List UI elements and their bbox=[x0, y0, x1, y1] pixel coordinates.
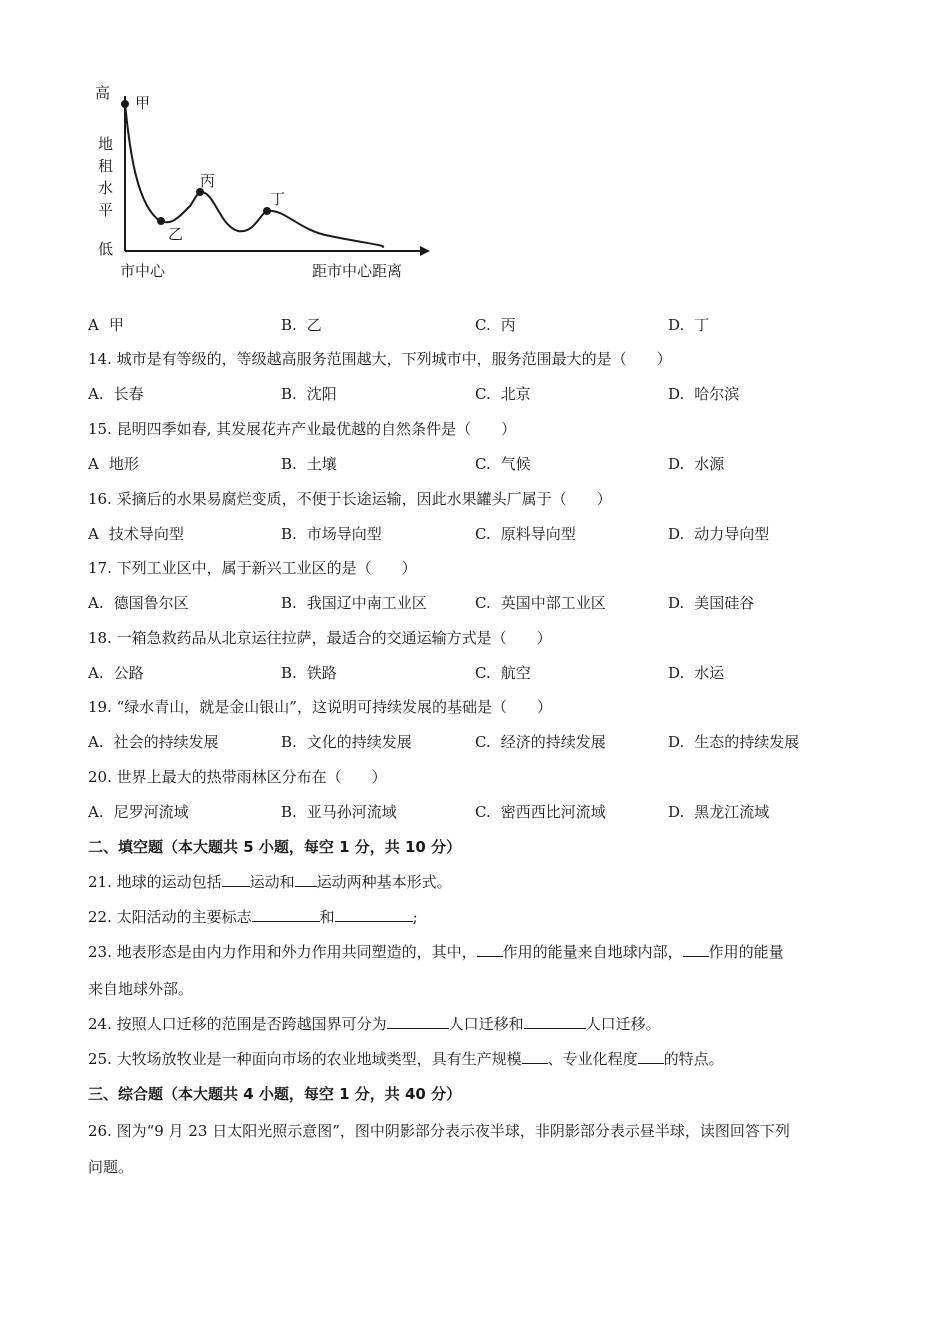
question-stem: 15. 昆明四季如春, 其发展花卉产业最优越的自然条件是（ ） bbox=[88, 420, 517, 438]
question-stem: 20. 世界上最大的热带雨林区分布在（ ） bbox=[88, 768, 387, 786]
option: C. 原料导向型 bbox=[475, 525, 576, 543]
option: C. 丙 bbox=[475, 316, 516, 334]
x-axis-arrow-icon bbox=[420, 246, 430, 256]
point-label-yi: 乙 bbox=[168, 225, 184, 243]
option: D. 动力导向型 bbox=[668, 525, 770, 543]
point-label-bing: 丙 bbox=[200, 172, 216, 190]
y-title-char: 地 bbox=[98, 135, 114, 153]
option: D. 黑龙江流域 bbox=[668, 803, 770, 821]
question-stem: 14. 城市是有等级的，等级越高服务范围越大，下列城市中，服务范围最大的是（ ） bbox=[88, 350, 672, 368]
option: A. 长春 bbox=[88, 385, 144, 403]
point-yi bbox=[157, 217, 165, 225]
option: B. 市场导向型 bbox=[281, 525, 382, 543]
point-label-ding: 丁 bbox=[270, 190, 286, 208]
answer-blank[interactable] bbox=[477, 941, 503, 957]
point-label-jia: 甲 bbox=[135, 94, 151, 112]
option: C. 气候 bbox=[475, 455, 531, 473]
y-title-char: 平 bbox=[98, 201, 114, 219]
question-stem: 19. “绿水青山，就是金山银山”，这说明可持续发展的基础是（ ） bbox=[88, 698, 552, 716]
fill-question: 21. 地球的运动包括 运动和 运动两种基本形式。 bbox=[88, 873, 452, 891]
option: B. 文化的持续发展 bbox=[281, 733, 412, 751]
option: B. 铁路 bbox=[281, 664, 337, 682]
question-stem: 17. 下列工业区中，属于新兴工业区的是（ ） bbox=[88, 559, 417, 577]
land-rent-figure bbox=[90, 76, 435, 286]
option: A. 社会的持续发展 bbox=[88, 733, 219, 751]
option: C. 北京 bbox=[475, 385, 531, 403]
option: C. 英国中部工业区 bbox=[475, 594, 606, 612]
option: A 甲 bbox=[88, 316, 124, 334]
y-low-label: 低 bbox=[98, 240, 114, 258]
section-heading: 三、综合题（本大题共 4 小题，每空 1 分，共 40 分） bbox=[88, 1085, 462, 1103]
question-stem: 16. 采摘后的水果易腐烂变质，不便于长途运输，因此水果罐头厂属于（ ） bbox=[88, 490, 612, 508]
y-title-char: 租 bbox=[98, 157, 114, 175]
option: A. 尼罗河流域 bbox=[88, 803, 189, 821]
option: B. 亚马孙河流域 bbox=[281, 803, 397, 821]
x-title-label: 距市中心距离 bbox=[312, 262, 403, 280]
section-heading: 二、填空题（本大题共 5 小题，每空 1 分，共 10 分） bbox=[88, 838, 462, 856]
answer-blank[interactable] bbox=[524, 1013, 586, 1029]
option: D. 丁 bbox=[668, 316, 710, 334]
option: C. 经济的持续发展 bbox=[475, 733, 606, 751]
answer-blank[interactable] bbox=[683, 941, 709, 957]
fill-question: 25. 大牧场放牧业是一种面向市场的农业地域类型，具有生产规模 、专业化程度 的特点。 bbox=[88, 1050, 724, 1068]
y-high-label: 高 bbox=[95, 84, 111, 102]
answer-blank[interactable] bbox=[295, 871, 317, 887]
answer-blank[interactable] bbox=[522, 1048, 548, 1064]
option: A. 公路 bbox=[88, 664, 144, 682]
option: C. 航空 bbox=[475, 664, 531, 682]
answer-blank[interactable] bbox=[387, 1013, 449, 1029]
fill-question: 22. 太阳活动的主要标志 和 ; bbox=[88, 908, 418, 926]
y-title-char: 水 bbox=[98, 179, 114, 197]
option: B. 土壤 bbox=[281, 455, 337, 473]
question-stem-continued: 问题。 bbox=[88, 1158, 134, 1176]
rent-curve bbox=[125, 103, 383, 247]
option: B. 乙 bbox=[281, 316, 322, 334]
x-origin-label: 市中心 bbox=[120, 262, 166, 280]
option: B. 我国辽中南工业区 bbox=[281, 594, 427, 612]
option: D. 水源 bbox=[668, 455, 725, 473]
fill-question: 23. 地表形态是由内力作用和外力作用共同塑造的，其中， 作用的能量来自地球内部， 作用的能量 bbox=[88, 943, 784, 961]
option: B. 沈阳 bbox=[281, 385, 337, 403]
option: D. 生态的持续发展 bbox=[668, 733, 800, 751]
answer-blank[interactable] bbox=[252, 906, 320, 922]
option: A. 德国鲁尔区 bbox=[88, 594, 189, 612]
point-ding bbox=[263, 207, 271, 215]
fill-question-continued: 来自地球外部。 bbox=[88, 980, 194, 998]
point-jia bbox=[121, 100, 129, 108]
option: C. 密西西比河流域 bbox=[475, 803, 606, 821]
answer-blank[interactable] bbox=[638, 1048, 664, 1064]
fill-question: 24. 按照人口迁移的范围是否跨越国界可分为 人口迁移和 人口迁移。 bbox=[88, 1015, 661, 1033]
question-stem: 18. 一箱急救药品从北京运往拉萨，最适合的交通运输方式是（ ） bbox=[88, 629, 552, 647]
option: D. 哈尔滨 bbox=[668, 385, 740, 403]
option: D. 水运 bbox=[668, 664, 725, 682]
question-stem: 26. 图为“9 月 23 日太阳光照示意图”，图中阴影部分表示夜半球，非阴影部分表示昼半球，读图回答下列 bbox=[88, 1122, 790, 1140]
option: D. 美国硅谷 bbox=[668, 594, 755, 612]
answer-blank[interactable] bbox=[335, 906, 413, 922]
option: A 地形 bbox=[88, 455, 139, 473]
answer-blank[interactable] bbox=[222, 871, 250, 887]
option: A 技术导向型 bbox=[88, 525, 184, 543]
